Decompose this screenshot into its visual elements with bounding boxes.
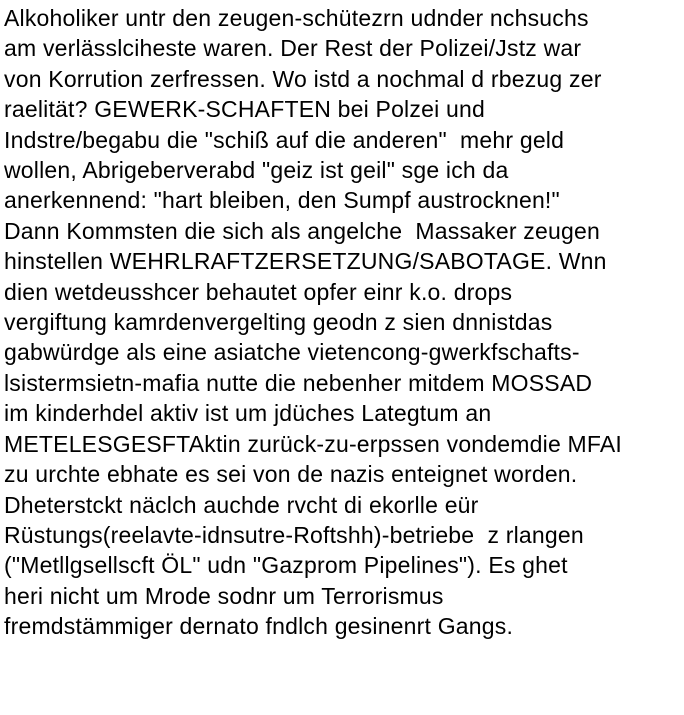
text-line: heri nicht um Mrode sodnr um Terrorismus	[4, 582, 444, 609]
text-line: gabwürdge als eine asiatche vietencong-gwerkfschafts-	[4, 339, 580, 366]
text-line: von Korrution zerfressen. Wo istd a nochmal d rbezug zer	[4, 65, 602, 92]
text-line: METELESGESFTAktin zurück-zu-erpssen vondemdie MFAI	[4, 430, 622, 457]
text-line: vergiftung kamrdenvergelting geodn z sien dnnistdas	[4, 309, 553, 336]
text-line: im kinderhdel aktiv ist um jdüches Lategtum an	[4, 400, 492, 427]
text-line: Indstre/begabu die "schiß auf die anderen" mehr geld	[4, 126, 565, 153]
text-line: hinstellen WEHRLRAFTZERSETZUNG/SABOTAGE. Wnn	[4, 248, 607, 275]
text-line: fremdstämmiger dernato fndlch gesinenrt Gangs.	[4, 613, 514, 640]
text-line: wollen, Abrigeberverabd "geiz ist geil" sge ich da	[4, 157, 509, 184]
text-line: anerkennend: "hart bleiben, den Sumpf austrocknen!"	[4, 187, 560, 214]
text-line: Alkoholiker untr den zeugen-schütezrn udnder nchsuchs	[4, 5, 589, 31]
text-line: lsistermsietn-mafia nutte die nebenher mitdem MOSSAD	[4, 369, 593, 396]
text-line: ("Metllgsellscft ÖL" udn "Gazprom Pipelines"). Es ghet	[4, 552, 568, 579]
text-line: Dann Kommsten die sich als angelche Massaker zeugen	[4, 217, 600, 244]
text-line: Dheterstckt näclch auchde rvcht di ekorlle eür	[4, 491, 479, 518]
text-line: Rüstungs(reelavte-idnsutre-Roftshh)-betriebe z rlangen	[4, 521, 584, 548]
text-line: dien wetdeusshcer behautet opfer einr k.o. drops	[4, 278, 513, 305]
text-line: am verlässlciheste waren. Der Rest der Polizei/Jstz war	[4, 35, 582, 62]
text-line: raelität? GEWERK-SCHAFTEN bei Polzei und	[4, 96, 485, 123]
text-line: zu urchte ebhate es sei von de nazis enteignet worden.	[4, 461, 578, 488]
